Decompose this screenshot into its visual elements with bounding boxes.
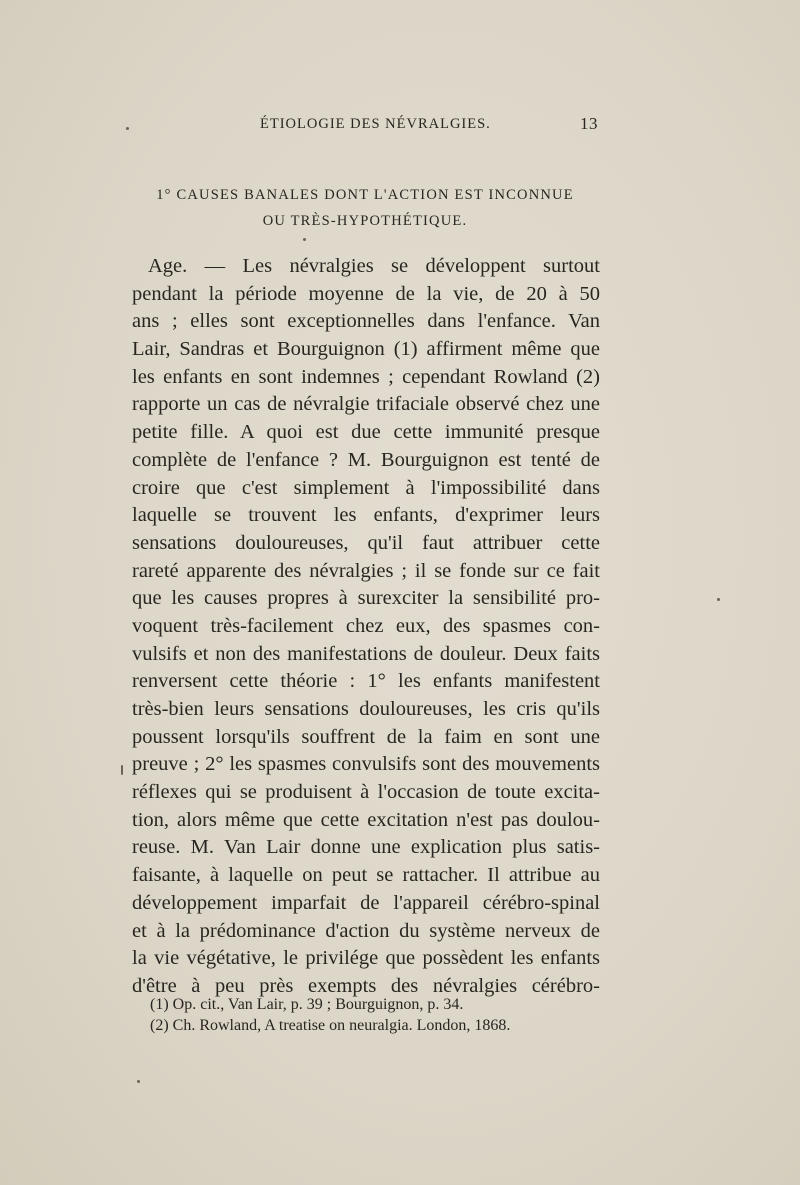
running-title: ÉTIOLOGIE DES NÉVRALGIES.	[260, 116, 491, 132]
text-line: petite fille. A quoi est due cette immunité presque	[132, 421, 600, 444]
text-line: pendant la période moyenne de la vie, de 20 à 50	[132, 282, 600, 305]
text-line: voquent très-facilement chez eux, des spasmes con-	[132, 614, 600, 637]
text-line: que les causes propres à surexciter la sensibilité pro-	[132, 587, 600, 610]
text-line: tion, alors même que cette excitation n'est pas doulou-	[132, 808, 600, 831]
text-line: preuve ; 2° les spasmes convulsifs sont des mouvements	[132, 753, 600, 776]
text-line: la vie végétative, le privilége que possèdent les enfants	[132, 947, 600, 970]
text-line: croire que c'est simplement à l'impossibilité dans	[132, 476, 600, 499]
running-head	[132, 114, 598, 138]
page-number: 13	[580, 114, 598, 133]
text-line: ans ; elles sont exceptionnelles dans l'enfance. Van	[132, 310, 600, 333]
text-line: reuse. M. Van Lair donne une explication plus satis-	[132, 836, 600, 859]
text-line: développement imparfait de l'appareil cérébro-spinal	[132, 891, 600, 914]
section-heading	[150, 182, 580, 234]
paper-speck	[137, 1080, 140, 1083]
text-line: les enfants en sont indemnes ; cependant Rowland (2)	[132, 365, 600, 388]
text-line: Age. — Les névralgies se développent surtout	[148, 255, 600, 277]
text-line: Lair, Sandras et Bourguignon (1) affirment même que	[132, 338, 600, 361]
text-line: et à la prédominance d'action du système nerveux de	[132, 919, 600, 942]
text-line: vulsifs et non des manifestations de douleur. Deux faits	[132, 642, 600, 665]
paper-speck	[121, 765, 123, 775]
text-line: poussent lorsqu'ils souffrent de la faim en sont une	[132, 725, 600, 748]
text-line: rareté apparente des névralgies ; il se fonde sur ce fait	[132, 559, 600, 582]
section-heading-line: 1° CAUSES BANALES DONT L'ACTION EST INCONNUE	[156, 187, 574, 203]
footnote: (2) Ch. Rowland, A treatise on neuralgia. London, 1868.	[150, 1017, 511, 1034]
paper-speck	[126, 127, 129, 130]
text-line: rapporte un cas de névralgie trifaciale observé chez une	[132, 393, 600, 416]
text-line: très-bien leurs sensations douloureuses, les cris qu'ils	[132, 698, 600, 720]
text-line: complète de l'enfance ? M. Bourguignon est tenté de	[132, 448, 600, 471]
section-heading-line: OU TRÈS-HYPOTHÉTIQUE.	[262, 213, 468, 229]
text-line: renversent cette théorie : 1° les enfants manifestent	[132, 670, 600, 693]
footnote: (1) Op. cit., Van Lair, p. 39 ; Bourguignon, p. 34.	[150, 996, 464, 1013]
paper-speck	[303, 238, 306, 241]
text-line: faisante, à laquelle on peut se rattacher. Il attribue au	[132, 864, 600, 887]
text-line: réflexes qui se produisent à l'occasion de toute excita-	[132, 781, 600, 804]
body-paragraph	[132, 253, 600, 1001]
text-line: sensations douloureuses, qu'il faut attribuer cette	[132, 531, 600, 554]
text-line: laquelle se trouvent les enfants, d'exprimer leurs	[132, 504, 600, 527]
footnotes	[150, 994, 600, 1036]
paper-speck	[717, 598, 720, 601]
text-line: d'être à peu près exempts des névralgies cérébro-	[132, 974, 600, 997]
